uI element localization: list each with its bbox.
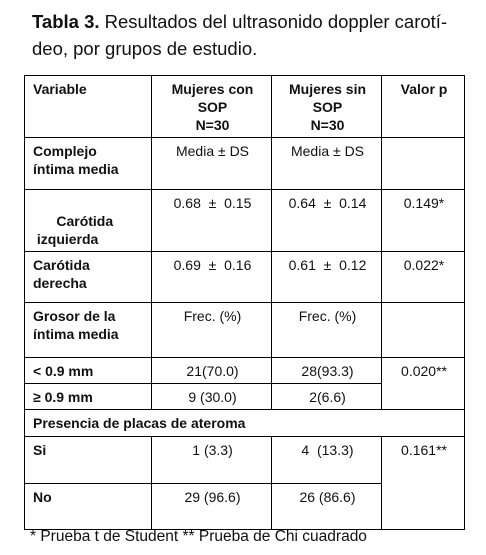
cell-mujeres-con-sop: 9 (30.0) [152,384,272,410]
row-label: No [25,484,152,530]
cell-mujeres-sin-sop: Frec. (%) [272,303,382,358]
cell-mujeres-con-sop: 21(70.0) [152,358,272,384]
table-row [25,437,465,484]
row-label [25,190,152,252]
cell-mujeres-con-sop: 0.69 ± 0.16 [152,252,272,303]
table-row [25,303,465,358]
table-row [25,410,465,437]
header-col2-line2: SOP [312,99,343,115]
table-row [25,252,465,303]
row-label-line2: izquierda [33,231,99,247]
row-label-line2: derecha [33,275,87,291]
cell-valor-p [382,303,465,358]
row-label-line1: Grosor de la [33,308,116,324]
row-label-line1: Carótida [56,213,114,229]
row-label-line2: íntima media [33,326,119,342]
row-label [25,138,152,190]
row-label: < 0.9 mm [25,358,152,384]
row-label [25,303,152,358]
cell-mujeres-sin-sop: 2(6.6) [272,384,382,410]
table-row [25,358,465,384]
header-valor-p: Valor p [382,76,465,138]
section-label-placas: Presencia de placas de ateroma [25,410,465,437]
cell-valor-p: 0.149* [382,190,465,252]
header-col2-line1: Mujeres sin [288,81,367,97]
row-label [25,252,152,303]
header-col1-line2: SOP [197,99,228,115]
row-label: ≥ 0.9 mm [25,384,152,410]
row-label-line1: Carótida [33,257,90,273]
cell-mujeres-con-sop: 1 (3.3) [152,437,272,484]
header-variable: Variable [25,76,152,138]
cell-valor-p: 0.022* [382,252,465,303]
table-label: Tabla 3. [32,11,100,32]
caption-text-line2: deo, por grupos de estudio. [32,38,258,59]
row-label-line1: Complejo [33,143,97,159]
cell-mujeres-sin-sop: 26 (86.6) [272,484,382,530]
header-col2-line3: N=30 [310,117,345,133]
caption-text-line1: Resultados del ultrasonido doppler carotí- [99,11,448,32]
table-caption [32,8,472,62]
cell-mujeres-con-sop: 29 (96.6) [152,484,272,530]
cell-mujeres-sin-sop: Media ± DS [272,138,382,190]
cell-mujeres-con-sop: Media ± DS [152,138,272,190]
cell-valor-p: 0.020** [382,358,465,410]
table-header-row [25,76,465,138]
cell-mujeres-con-sop: 0.68 ± 0.15 [152,190,272,252]
table-footnote: * Prueba t de Student ** Prueba de Chi cuadrado [30,528,367,545]
table-row [25,190,465,252]
header-mujeres-con-sop [152,76,272,138]
cell-mujeres-sin-sop: 0.61 ± 0.12 [272,252,382,303]
cell-mujeres-sin-sop: 0.64 ± 0.14 [272,190,382,252]
cell-mujeres-con-sop: Frec. (%) [152,303,272,358]
row-label-line2: íntima media [33,161,119,177]
cell-mujeres-sin-sop: 4 (13.3) [272,437,382,484]
table-row [25,138,465,190]
row-label: Si [25,437,152,484]
header-col1-line1: Mujeres con [171,81,254,97]
cell-mujeres-sin-sop: 28(93.3) [272,358,382,384]
cell-valor-p [382,138,465,190]
header-col1-line3: N=30 [195,117,230,133]
results-table [24,75,465,530]
header-mujeres-sin-sop [272,76,382,138]
cell-valor-p: 0.161** [382,437,465,530]
